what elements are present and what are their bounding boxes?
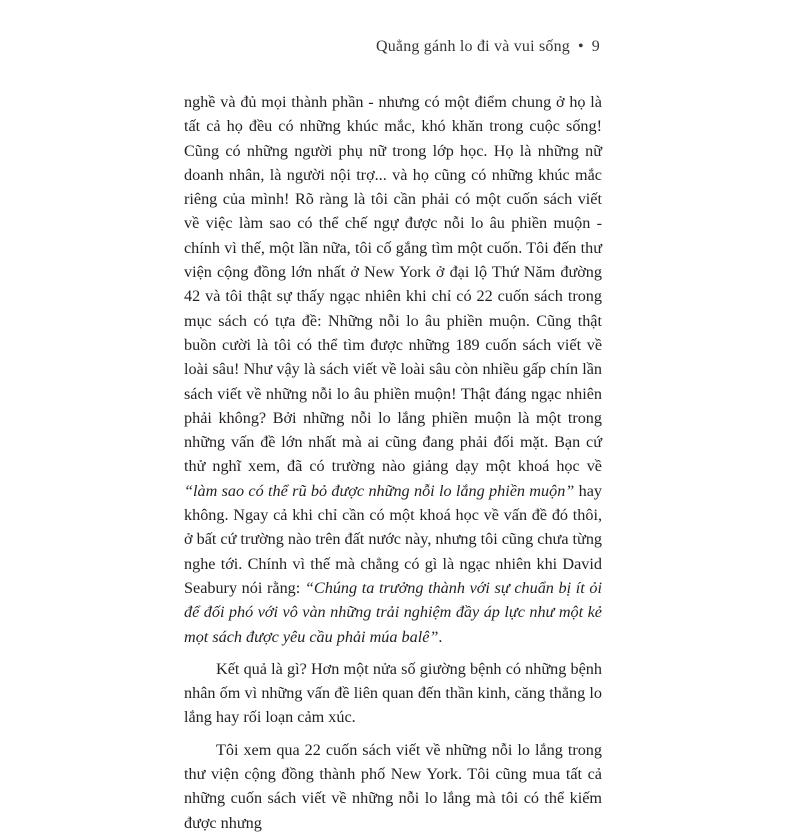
paragraph-2: Kết quả là gì? Hơn một nửa số giường bệnh có những bệnh nhân ốm vì những vấn đề liên quan đến thần kinh, căng thẳng lo lắng hay rối loạn cảm xúc. xyxy=(184,659,602,727)
page-number: 9 xyxy=(591,38,600,55)
book-title: Quẳng gánh lo đi và vui sống xyxy=(375,38,570,55)
paragraph-1-text: nghề và đủ mọi thành phần - nhưng có một điểm chung ở họ là tất cả họ đều có những khúc mắc, khó khăn trong cuộc sống! Cũng có những người phụ nữ trong lớp học. Họ là những nữ doanh nhân, là người nội trợ... và họ cũng có những khúc mắc riêng của mình! Rõ ràng là tôi cần phải có một cuốn sách viết về việc làm sao có thể chế ngự được nỗi lo âu phiền muộn - chính vì thế, một lần nữa, tôi cố gắng tìm một cuốn. Tôi đến thư viện cộng đồng lớn nhất ở New York ở đại lộ Thứ Năm đường 42 và tôi thật sự thấy ngạc nhiên khi chỉ có 22 cuốn sách trong mục sách có tựa đề: Những nỗi lo âu phiền muộn. Cũng thật buồn cười là tôi có thể tìm được những 189 cuốn sách viết về loài sâu! Như vậy là sách viết về loài sâu còn nhiều gấp chín lần sách viết về những nỗi lo âu phiền muộn! Thật đáng ngạc nhiên phải không? Bởi những nỗi lo lắng phiền muộn là một trong những vấn đề lớn nhất mà ai cũng đang phải đối mặt. Bạn cứ thử nghĩ xem, đã có trường nào giảng dạy một khoá học về xyxy=(184,93,602,476)
header-separator: • xyxy=(577,38,584,55)
paragraph-1-text-cont: hay không. Ngay cả khi chỉ cần có một khoá học về vấn đề đó thôi, ở bất cứ trường nào trên đất nước này, nhưng tôi cũng chưa từng nghe tới. Chính vì thế mà chẳng có gì là ngạc nhiên khi David Seabury nói rằng: xyxy=(184,481,603,597)
paragraph-1-end: . xyxy=(438,627,443,646)
paragraph-1 xyxy=(184,90,602,649)
running-header xyxy=(300,38,600,56)
page-body xyxy=(184,90,602,835)
italic-phrase: “làm sao có thể rũ bỏ được những nỗi lo lắng phiền muộn” xyxy=(184,481,575,500)
quotation: “Chúng ta trưởng thành với sự chuẩn bị ít ỏi để đối phó với vô vàn những trải nghiệm đầy áp lực như một kẻ mọt sách được yêu cầu phải múa balê” xyxy=(184,578,602,646)
paragraph-3: Tôi xem qua 22 cuốn sách viết về những nỗi lo lắng trong thư viện cộng đồng thành phố New York. Tôi cũng mua tất cả những cuốn sách viết về những nỗi lo lắng mà tôi có thể kiếm được nhưng xyxy=(184,740,602,832)
